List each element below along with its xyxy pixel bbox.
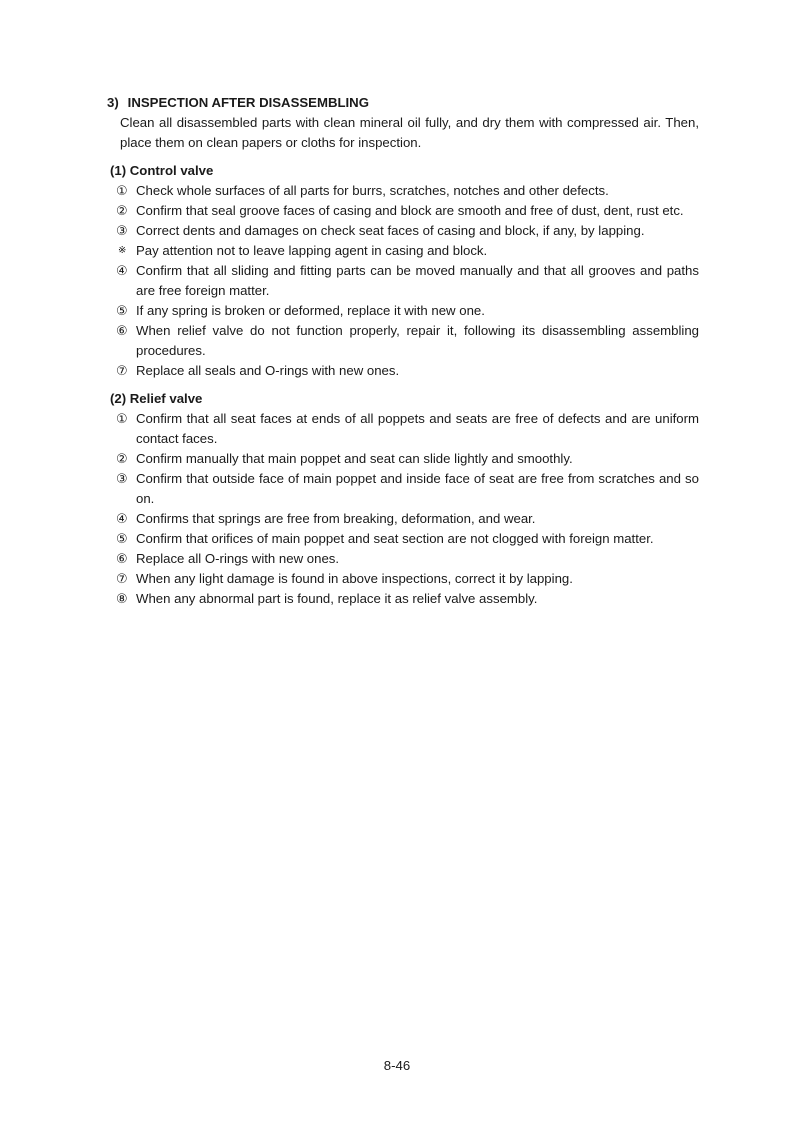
list-item (110, 449, 699, 469)
subsection-heading: (1) Control valve (110, 163, 214, 178)
section-intro: Clean all disassembled parts with clean mineral oil fully, and dry them with compressed air. Then, place them on clean papers or cloths for inspection. (120, 115, 699, 150)
item-text: Confirm manually that main poppet and seat can slide lightly and smoothly. (136, 451, 573, 466)
relief-valve-items (110, 409, 699, 609)
control-valve-items (110, 181, 699, 381)
subsection-control-valve (110, 161, 699, 381)
item-text: Confirm that seal groove faces of casing and block are smooth and free of dust, dent, rust etc. (136, 203, 684, 218)
item-text: When any abnormal part is found, replace it as relief valve assembly. (136, 591, 538, 606)
item-text: Replace all seals and O-rings with new ones. (136, 363, 400, 378)
item-marker: ⑥ (116, 551, 128, 566)
subsection-relief-valve (110, 389, 699, 609)
item-marker: ⑧ (116, 591, 128, 606)
item-marker: ⑤ (116, 303, 128, 318)
item-marker: ① (116, 411, 128, 426)
section-heading (107, 93, 369, 113)
subsection-heading: (2) Relief valve (110, 391, 203, 406)
item-text: Confirms that springs are free from breaking, deformation, and wear. (136, 511, 536, 526)
list-item (110, 529, 699, 549)
item-marker: ③ (116, 223, 128, 238)
item-marker: ② (116, 451, 128, 466)
item-marker: ④ (116, 263, 128, 278)
item-text: Replace all O-rings with new ones. (136, 551, 340, 566)
item-marker: ② (116, 203, 128, 218)
item-marker: ④ (116, 511, 128, 526)
list-item (110, 569, 699, 589)
item-text: Confirm that orifices of main poppet and seat section are not clogged with foreign matter. (136, 531, 654, 546)
item-marker: ① (116, 183, 128, 198)
item-text: Pay attention not to leave lapping agent in casing and block. (136, 243, 488, 258)
section-title: INSPECTION AFTER DISASSEMBLING (127, 95, 369, 110)
item-marker: ⑦ (116, 571, 128, 586)
section-number: 3) (107, 95, 119, 110)
list-item (110, 361, 699, 381)
list-item (110, 509, 699, 529)
list-item (110, 241, 699, 261)
list-item (110, 221, 699, 241)
list-item (110, 301, 699, 321)
item-text: When any light damage is found in above inspections, correct it by lapping. (136, 571, 573, 586)
note-marker: ※ (118, 245, 127, 256)
item-text: Correct dents and damages on check seat faces of casing and block, if any, by lapping. (136, 223, 645, 238)
item-marker: ⑤ (116, 531, 128, 546)
item-text: Confirm that outside face of main poppet and inside face of seat are free from scratches and so on. (136, 471, 699, 506)
list-item (110, 201, 699, 221)
item-marker: ③ (116, 471, 128, 486)
item-text: Confirm that all seat faces at ends of all poppets and seats are free of defects and are uniform contact faces. (136, 411, 699, 446)
item-marker: ⑦ (116, 363, 128, 378)
item-text: When relief valve do not function properly, repair it, following its disassembling assembling procedures. (136, 323, 699, 358)
page-number: 8-46 (383, 1058, 411, 1073)
list-item (110, 469, 699, 509)
item-text: Check whole surfaces of all parts for burrs, scratches, notches and other defects. (136, 183, 609, 198)
list-item (110, 181, 699, 201)
list-item (110, 589, 699, 609)
list-item (110, 321, 699, 361)
list-item (110, 409, 699, 449)
item-text: If any spring is broken or deformed, replace it with new one. (136, 303, 485, 318)
list-item (110, 261, 699, 301)
item-marker: ⑥ (116, 323, 128, 338)
item-text: Confirm that all sliding and fitting parts can be moved manually and that all grooves and paths are free foreign matter. (136, 263, 699, 298)
list-item (110, 549, 699, 569)
